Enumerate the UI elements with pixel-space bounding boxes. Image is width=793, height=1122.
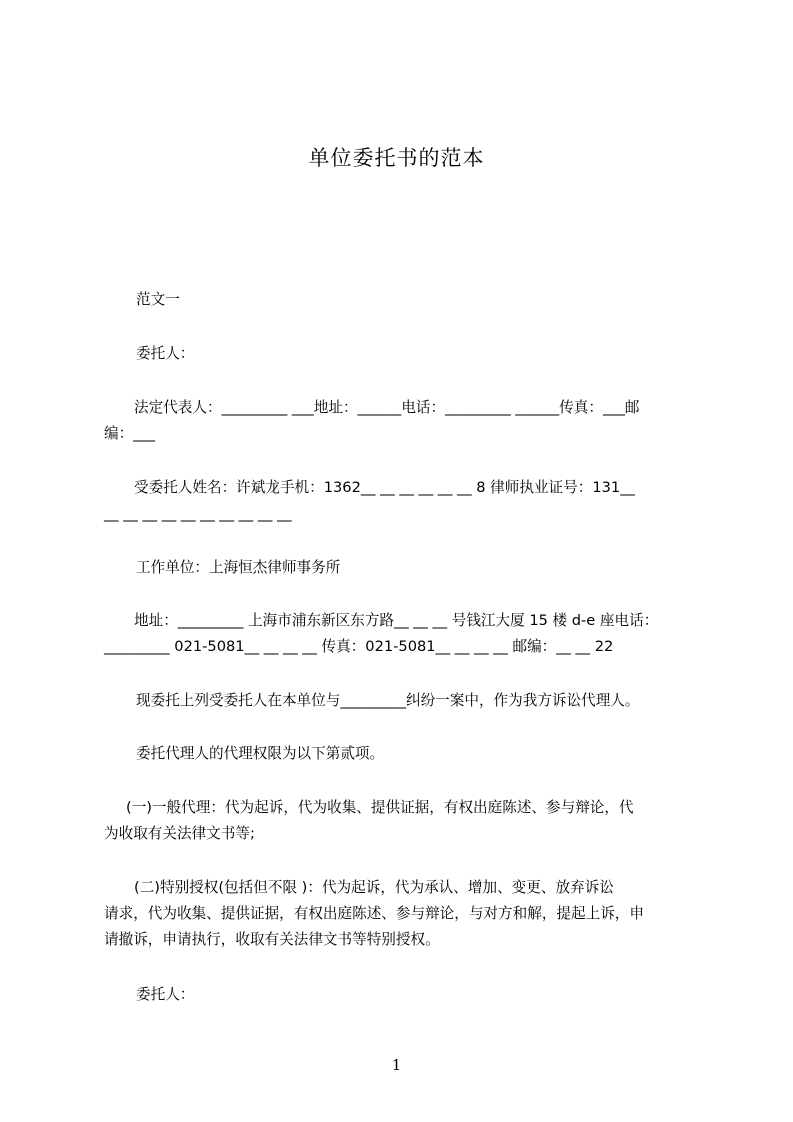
address-line-1: 地址：_________ 上海市浦东新区东方路__ __ __ 号钱江大厦 15 楼 d-e 座电话： xyxy=(134,612,659,629)
section-fanwen-text: 范文一 xyxy=(136,291,180,308)
agent-info-line-1: 受委托人姓名：许斌龙手机：1362__ __ __ __ __ __ 8 律师执业证号：131__ xyxy=(134,479,635,496)
special-authorization-line-1: (二)特别授权(包括但不限 )：代为起诉，代为承认、增加、变更、放弃诉讼 xyxy=(134,879,614,896)
entrust-statement-paragraph xyxy=(104,688,704,714)
document-title: 单位委托书的范本 xyxy=(308,146,485,170)
authority-scope-text: 委托代理人的代理权限为以下第贰项。 xyxy=(136,745,385,762)
principal-signature-text: 委托人： xyxy=(136,986,195,1003)
principal-label-text: 委托人： xyxy=(136,345,195,362)
special-authorization-line-3: 请撤诉，申请执行，收取有关法律文书等特别授权。 xyxy=(104,931,440,948)
address-line-2: _________ 021-5081__ __ __ __ 传真：021-5081__ __ __ __ 邮编：__ __ 22 xyxy=(104,638,614,655)
legal-representative-line-2: 编：___ xyxy=(104,425,156,442)
special-authorization-paragraph xyxy=(104,875,704,953)
work-unit-text: 工作单位：上海恒杰律师事务所 xyxy=(136,559,341,576)
legal-representative-line-1: 法定代表人：_________ ___地址：______电话：_________ ______传真：___邮 xyxy=(134,399,640,416)
agent-info-paragraph xyxy=(104,475,704,527)
principal-label xyxy=(104,341,704,367)
general-agency-line-1: (一)一般代理：代为起诉，代为收集、提供证据，有权出庭陈述、参与辩论，代 xyxy=(126,799,634,816)
work-unit-paragraph xyxy=(104,555,704,581)
general-agency-line-2: 为收取有关法律文书等; xyxy=(104,825,255,842)
special-authorization-line-2: 请求，代为收集、提供证据，有权出庭陈述、参与辩论，与对方和解，提起上诉，申 xyxy=(104,905,644,922)
address-paragraph xyxy=(104,608,704,660)
page-number: 1 xyxy=(391,1056,402,1074)
legal-representative-paragraph xyxy=(104,395,704,447)
section-label-fanwen xyxy=(104,287,704,313)
agent-info-line-2: __ __ __ __ __ __ __ __ __ __ xyxy=(104,505,292,522)
authority-scope-paragraph xyxy=(104,741,704,767)
principal-signature-label xyxy=(104,982,704,1008)
general-agency-paragraph xyxy=(104,795,704,847)
entrust-statement-text: 现委托上列受委托人在本单位与_________纠纷一案中，作为我方诉讼代理人。 xyxy=(136,692,640,709)
